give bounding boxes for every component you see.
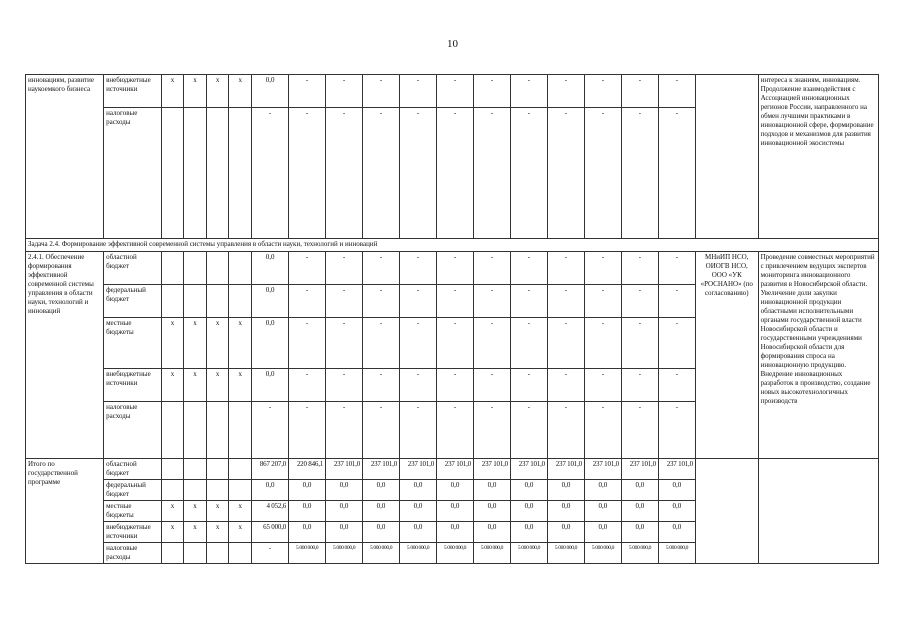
year-value-cell: - [326, 318, 363, 369]
year-value-cell: - [473, 369, 510, 402]
year-value-cell: 237 101,0 [363, 459, 400, 480]
symbol-cell: x [229, 318, 252, 369]
symbol-cell: x [206, 318, 229, 369]
expected-result-cell: интереса к знаниям, инновациям. Продолжение взаимодействия с Ассоциацией инновационных регионов России, направленного на обмен лучшими практиками в инновационной сфере, формирование подходов и механизмов для развития инновационной экосистемы [758, 75, 878, 239]
year-value-cell: 0,0 [510, 480, 547, 501]
year-value-cell: - [363, 252, 400, 285]
year-value-cell: 0,0 [363, 522, 400, 543]
year-value-cell: - [510, 369, 547, 402]
symbol-cell [161, 480, 184, 501]
year-value-cell: - [437, 75, 474, 108]
year-value-cell: - [400, 285, 437, 318]
year-value-cell: 0,0 [363, 501, 400, 522]
year-value-cell: - [289, 108, 326, 239]
year-value-cell: - [326, 402, 363, 459]
year-value-cell: 0,0 [584, 501, 621, 522]
year-value-cell: - [547, 252, 584, 285]
year-value-cell: - [289, 369, 326, 402]
expected-result-cell [758, 459, 878, 564]
year-value-cell: - [289, 252, 326, 285]
year-value-cell: - [547, 369, 584, 402]
year-value-cell: - [400, 402, 437, 459]
year-value-cell: 0,0 [289, 522, 326, 543]
total-cell: 65 000,0 [252, 522, 289, 543]
year-value-cell: - [363, 285, 400, 318]
year-value-cell: 5 000 000,0 [363, 543, 400, 564]
symbol-cell [161, 543, 184, 564]
funding-source-cell: внебюджетные источники [104, 369, 162, 402]
symbol-cell [161, 459, 184, 480]
symbol-cell: x [229, 369, 252, 402]
year-value-cell: - [584, 402, 621, 459]
year-value-cell: - [547, 285, 584, 318]
year-value-cell: 237 101,0 [473, 459, 510, 480]
year-value-cell: - [621, 108, 658, 239]
year-value-cell: - [289, 285, 326, 318]
year-value-cell: - [547, 318, 584, 369]
year-value-cell: - [437, 402, 474, 459]
symbol-cell: x [161, 501, 184, 522]
year-value-cell: 0,0 [547, 501, 584, 522]
year-value-cell: 0,0 [584, 522, 621, 543]
symbol-cell [184, 402, 207, 459]
executor-cell [695, 459, 758, 564]
executor-cell [695, 75, 758, 239]
year-value-cell: - [400, 369, 437, 402]
year-value-cell: - [326, 369, 363, 402]
symbol-cell [229, 402, 252, 459]
funding-source-cell: внебюджетные источники [104, 522, 162, 543]
year-value-cell: 5 000 000,0 [510, 543, 547, 564]
symbol-cell: x [161, 318, 184, 369]
year-value-cell: - [510, 108, 547, 239]
measure-name-cell: инновациям, развитие наукоемкого бизнеса [26, 75, 104, 239]
year-value-cell: 0,0 [510, 522, 547, 543]
year-value-cell: - [547, 402, 584, 459]
year-value-cell: 0,0 [363, 480, 400, 501]
funding-source-cell: налоговые расходы [104, 543, 162, 564]
symbol-cell: x [229, 75, 252, 108]
year-value-cell: - [437, 108, 474, 239]
symbol-cell: x [161, 75, 184, 108]
funding-source-cell: внебюджетные источники [104, 75, 162, 108]
funding-source-cell: налоговые расходы [104, 108, 162, 239]
funding-source-cell: местные бюджеты [104, 501, 162, 522]
year-value-cell: - [289, 75, 326, 108]
symbol-cell: x [229, 501, 252, 522]
year-value-cell: 5 000 000,0 [400, 543, 437, 564]
year-value-cell: 0,0 [437, 501, 474, 522]
year-value-cell: 0,0 [658, 501, 695, 522]
year-value-cell: 237 101,0 [510, 459, 547, 480]
year-value-cell: - [400, 318, 437, 369]
year-value-cell: 0,0 [547, 522, 584, 543]
symbol-cell [184, 252, 207, 285]
symbol-cell [229, 285, 252, 318]
symbol-cell: x [184, 318, 207, 369]
year-value-cell: - [584, 285, 621, 318]
symbol-cell [206, 252, 229, 285]
total-cell: 0,0 [252, 75, 289, 108]
total-cell: 0,0 [252, 285, 289, 318]
symbol-cell [161, 402, 184, 459]
symbol-cell: x [206, 501, 229, 522]
year-value-cell: - [363, 108, 400, 239]
table-row [26, 459, 879, 480]
year-value-cell: - [510, 75, 547, 108]
total-cell: 4 052,6 [252, 501, 289, 522]
year-value-cell: - [621, 285, 658, 318]
expected-result-cell: Проведение совместных мероприятий с привлечением ведущих экспертов мониторинга инновационного развития в Новосибирской области. Увеличение доли закупки инновационной продукции областными исполнительными органами государственной власти Новосибирской области и государственными учреждениями Новосибирской области для формирования спроса на инновационную продукцию. Внедрение инновационных разработок в производство, создание новых высокотехнологичных производств [758, 252, 878, 459]
symbol-cell: x [184, 501, 207, 522]
year-value-cell: 0,0 [658, 522, 695, 543]
year-value-cell: - [510, 318, 547, 369]
year-value-cell: - [584, 252, 621, 285]
year-value-cell: - [658, 402, 695, 459]
symbol-cell [161, 252, 184, 285]
year-value-cell: 0,0 [473, 501, 510, 522]
year-value-cell: - [473, 252, 510, 285]
symbol-cell: x [229, 522, 252, 543]
total-cell: - [252, 108, 289, 239]
symbol-cell [184, 459, 207, 480]
program-table [25, 74, 879, 564]
year-value-cell: - [621, 318, 658, 369]
symbol-cell [206, 480, 229, 501]
year-value-cell: - [473, 285, 510, 318]
year-value-cell: - [510, 252, 547, 285]
year-value-cell: 0,0 [400, 480, 437, 501]
year-value-cell: 0,0 [621, 501, 658, 522]
year-value-cell: - [437, 285, 474, 318]
year-value-cell: 0,0 [621, 480, 658, 501]
year-value-cell: - [658, 108, 695, 239]
symbol-cell [229, 480, 252, 501]
symbol-cell [206, 285, 229, 318]
year-value-cell: 0,0 [510, 501, 547, 522]
year-value-cell: - [326, 75, 363, 108]
year-value-cell: 237 101,0 [584, 459, 621, 480]
task-title-cell: Задача 2.4. Формирование эффективной современной системы управления в области науки, технологий и инноваций [26, 239, 879, 252]
year-value-cell: 0,0 [473, 480, 510, 501]
year-value-cell: - [363, 369, 400, 402]
year-value-cell: 0,0 [621, 522, 658, 543]
year-value-cell: - [584, 75, 621, 108]
year-value-cell: 237 101,0 [326, 459, 363, 480]
symbol-cell [161, 285, 184, 318]
symbol-cell [184, 543, 207, 564]
year-value-cell: - [584, 369, 621, 402]
symbol-cell [206, 402, 229, 459]
year-value-cell: - [363, 402, 400, 459]
symbol-cell [206, 459, 229, 480]
funding-source-cell: федеральный бюджет [104, 480, 162, 501]
year-value-cell: 237 101,0 [400, 459, 437, 480]
year-value-cell: - [437, 318, 474, 369]
measure-name-cell: Итого по государственной программе [26, 459, 104, 564]
symbol-cell [206, 543, 229, 564]
year-value-cell: - [584, 318, 621, 369]
year-value-cell: - [289, 402, 326, 459]
symbol-cell: x [184, 369, 207, 402]
year-value-cell: - [326, 108, 363, 239]
funding-source-cell: федеральный бюджет [104, 285, 162, 318]
symbol-cell [161, 108, 184, 239]
year-value-cell: - [363, 318, 400, 369]
year-value-cell: 5 000 000,0 [621, 543, 658, 564]
year-value-cell: - [658, 252, 695, 285]
year-value-cell: - [621, 75, 658, 108]
year-value-cell: 0,0 [326, 480, 363, 501]
year-value-cell: 5 000 000,0 [547, 543, 584, 564]
measure-name-cell: 2.4.1. Обеспечение формирования эффективной современной системы управления в области науки, технологий и инноваций [26, 252, 104, 459]
year-value-cell: - [584, 108, 621, 239]
year-value-cell: 0,0 [289, 480, 326, 501]
year-value-cell: 5 000 000,0 [437, 543, 474, 564]
symbol-cell [184, 480, 207, 501]
total-cell: 0,0 [252, 318, 289, 369]
year-value-cell: 0,0 [326, 522, 363, 543]
symbol-cell: x [184, 522, 207, 543]
year-value-cell: 237 101,0 [437, 459, 474, 480]
year-value-cell: - [326, 285, 363, 318]
year-value-cell: - [658, 285, 695, 318]
year-value-cell: 237 101,0 [547, 459, 584, 480]
year-value-cell: 5 000 000,0 [473, 543, 510, 564]
year-value-cell: - [400, 75, 437, 108]
total-cell: 0,0 [252, 480, 289, 501]
task-row [26, 239, 879, 252]
symbol-cell: x [161, 522, 184, 543]
total-cell: - [252, 543, 289, 564]
page-number: 10 [447, 38, 458, 50]
year-value-cell: - [473, 318, 510, 369]
symbol-cell: x [206, 369, 229, 402]
symbol-cell [184, 108, 207, 239]
year-value-cell: 237 101,0 [658, 459, 695, 480]
symbol-cell: x [206, 522, 229, 543]
symbol-cell [229, 108, 252, 239]
symbol-cell [229, 252, 252, 285]
year-value-cell: - [510, 402, 547, 459]
year-value-cell: 0,0 [400, 522, 437, 543]
funding-source-cell: местные бюджеты [104, 318, 162, 369]
year-value-cell: - [400, 108, 437, 239]
year-value-cell: - [437, 369, 474, 402]
year-value-cell: - [400, 252, 437, 285]
year-value-cell: 5 000 000,0 [326, 543, 363, 564]
year-value-cell: 5 000 000,0 [584, 543, 621, 564]
year-value-cell: - [437, 252, 474, 285]
symbol-cell: x [161, 369, 184, 402]
symbol-cell [229, 459, 252, 480]
symbol-cell: x [184, 75, 207, 108]
year-value-cell: - [473, 402, 510, 459]
year-value-cell: 5 000 000,0 [289, 543, 326, 564]
year-value-cell: - [510, 285, 547, 318]
year-value-cell: - [658, 369, 695, 402]
year-value-cell: - [547, 75, 584, 108]
year-value-cell: - [289, 318, 326, 369]
symbol-cell [229, 543, 252, 564]
year-value-cell: 0,0 [326, 501, 363, 522]
year-value-cell: 0,0 [584, 480, 621, 501]
year-value-cell: - [621, 402, 658, 459]
total-cell: 867 207,0 [252, 459, 289, 480]
year-value-cell: - [621, 252, 658, 285]
year-value-cell: - [363, 75, 400, 108]
funding-source-cell: налоговые расходы [104, 402, 162, 459]
year-value-cell: 0,0 [547, 480, 584, 501]
year-value-cell: 0,0 [289, 501, 326, 522]
year-value-cell: 0,0 [658, 480, 695, 501]
total-cell: 0,0 [252, 369, 289, 402]
year-value-cell: 0,0 [400, 501, 437, 522]
year-value-cell: - [547, 108, 584, 239]
table-row [26, 75, 879, 108]
total-cell: 0,0 [252, 252, 289, 285]
year-value-cell: 0,0 [437, 480, 474, 501]
year-value-cell: 220 846,1 [289, 459, 326, 480]
year-value-cell: 0,0 [437, 522, 474, 543]
year-value-cell: - [473, 75, 510, 108]
symbol-cell [184, 285, 207, 318]
year-value-cell: - [658, 75, 695, 108]
total-cell: - [252, 402, 289, 459]
funding-source-cell: областной бюджет [104, 252, 162, 285]
year-value-cell: - [621, 369, 658, 402]
executor-cell: МНиИП НСО, ОИОГВ НСО, ООО «УК «РОСНАНО» (по согласованию) [695, 252, 758, 459]
symbol-cell: x [206, 75, 229, 108]
funding-source-cell: областной бюджет [104, 459, 162, 480]
year-value-cell: 5 000 000,0 [658, 543, 695, 564]
year-value-cell: 237 101,0 [621, 459, 658, 480]
year-value-cell: - [658, 318, 695, 369]
table-row [26, 252, 879, 285]
year-value-cell: 0,0 [473, 522, 510, 543]
year-value-cell: - [326, 252, 363, 285]
year-value-cell: - [473, 108, 510, 239]
symbol-cell [206, 108, 229, 239]
